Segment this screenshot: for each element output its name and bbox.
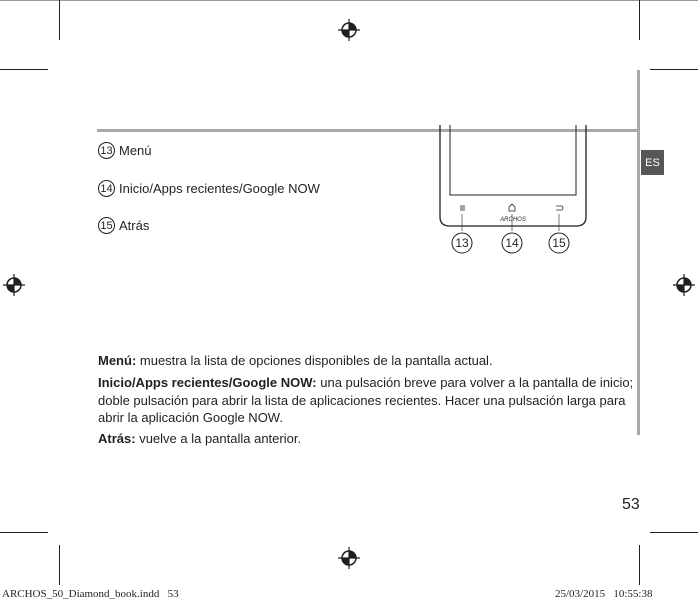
list-item-label: Atrás [119,218,150,233]
page-number: 53 [622,496,640,513]
phone-brand: ARCHOS [500,217,526,223]
phone-illustration [432,125,592,260]
crop-mark [639,545,640,585]
description-text: muestra la lista de opciones disponibles de la pantalla actual. [136,353,493,368]
crop-mark [650,532,698,533]
registration-mark-icon [338,19,360,41]
language-tab: ES [641,150,664,175]
list-item-label: Menú [119,143,152,158]
back-key-icon [556,206,563,210]
description-home [98,374,638,427]
callout-number: 13 [98,142,115,159]
callout-number: 14 [98,180,115,197]
list-item [98,217,149,234]
description-text: una pulsación breve para volver a la pantalla de inicio; doble pulsación para abrir la lista de aplicaciones recientes. Hacer una pulsación larga para abrir la aplicación Google NOW. [98,375,634,425]
description-menu [98,352,638,370]
list-item [98,142,152,159]
phone-callout: 15 [552,236,566,250]
description-text: vuelve a la pantalla anterior. [135,431,302,446]
footer-filename: ARCHOS_50_Diamond_book.indd 53 [2,588,179,600]
crop-mark [639,0,640,40]
crop-mark [59,0,60,40]
footer-timestamp: 25/03/2015 10:55:38 [555,588,653,600]
registration-mark-icon [673,274,695,296]
phone-callout: 14 [505,236,519,250]
phone-callout: 13 [455,236,469,250]
menu-key-icon [460,206,465,210]
crop-mark [0,532,48,533]
crop-mark [0,0,698,1]
list-item [98,180,320,197]
crop-mark [59,545,60,585]
registration-mark-icon [338,547,360,569]
description-term: Menú: [98,353,137,368]
list-item-label: Inicio/Apps recientes/Google NOW [119,181,320,196]
crop-mark [0,69,48,70]
crop-mark [650,69,698,70]
description-term: Atrás: [98,431,136,446]
callout-number: 15 [98,217,115,234]
description-term: Inicio/Apps recientes/Google NOW: [98,375,317,390]
description-back [98,430,638,448]
registration-mark-icon [3,274,25,296]
home-key-icon [509,204,515,211]
